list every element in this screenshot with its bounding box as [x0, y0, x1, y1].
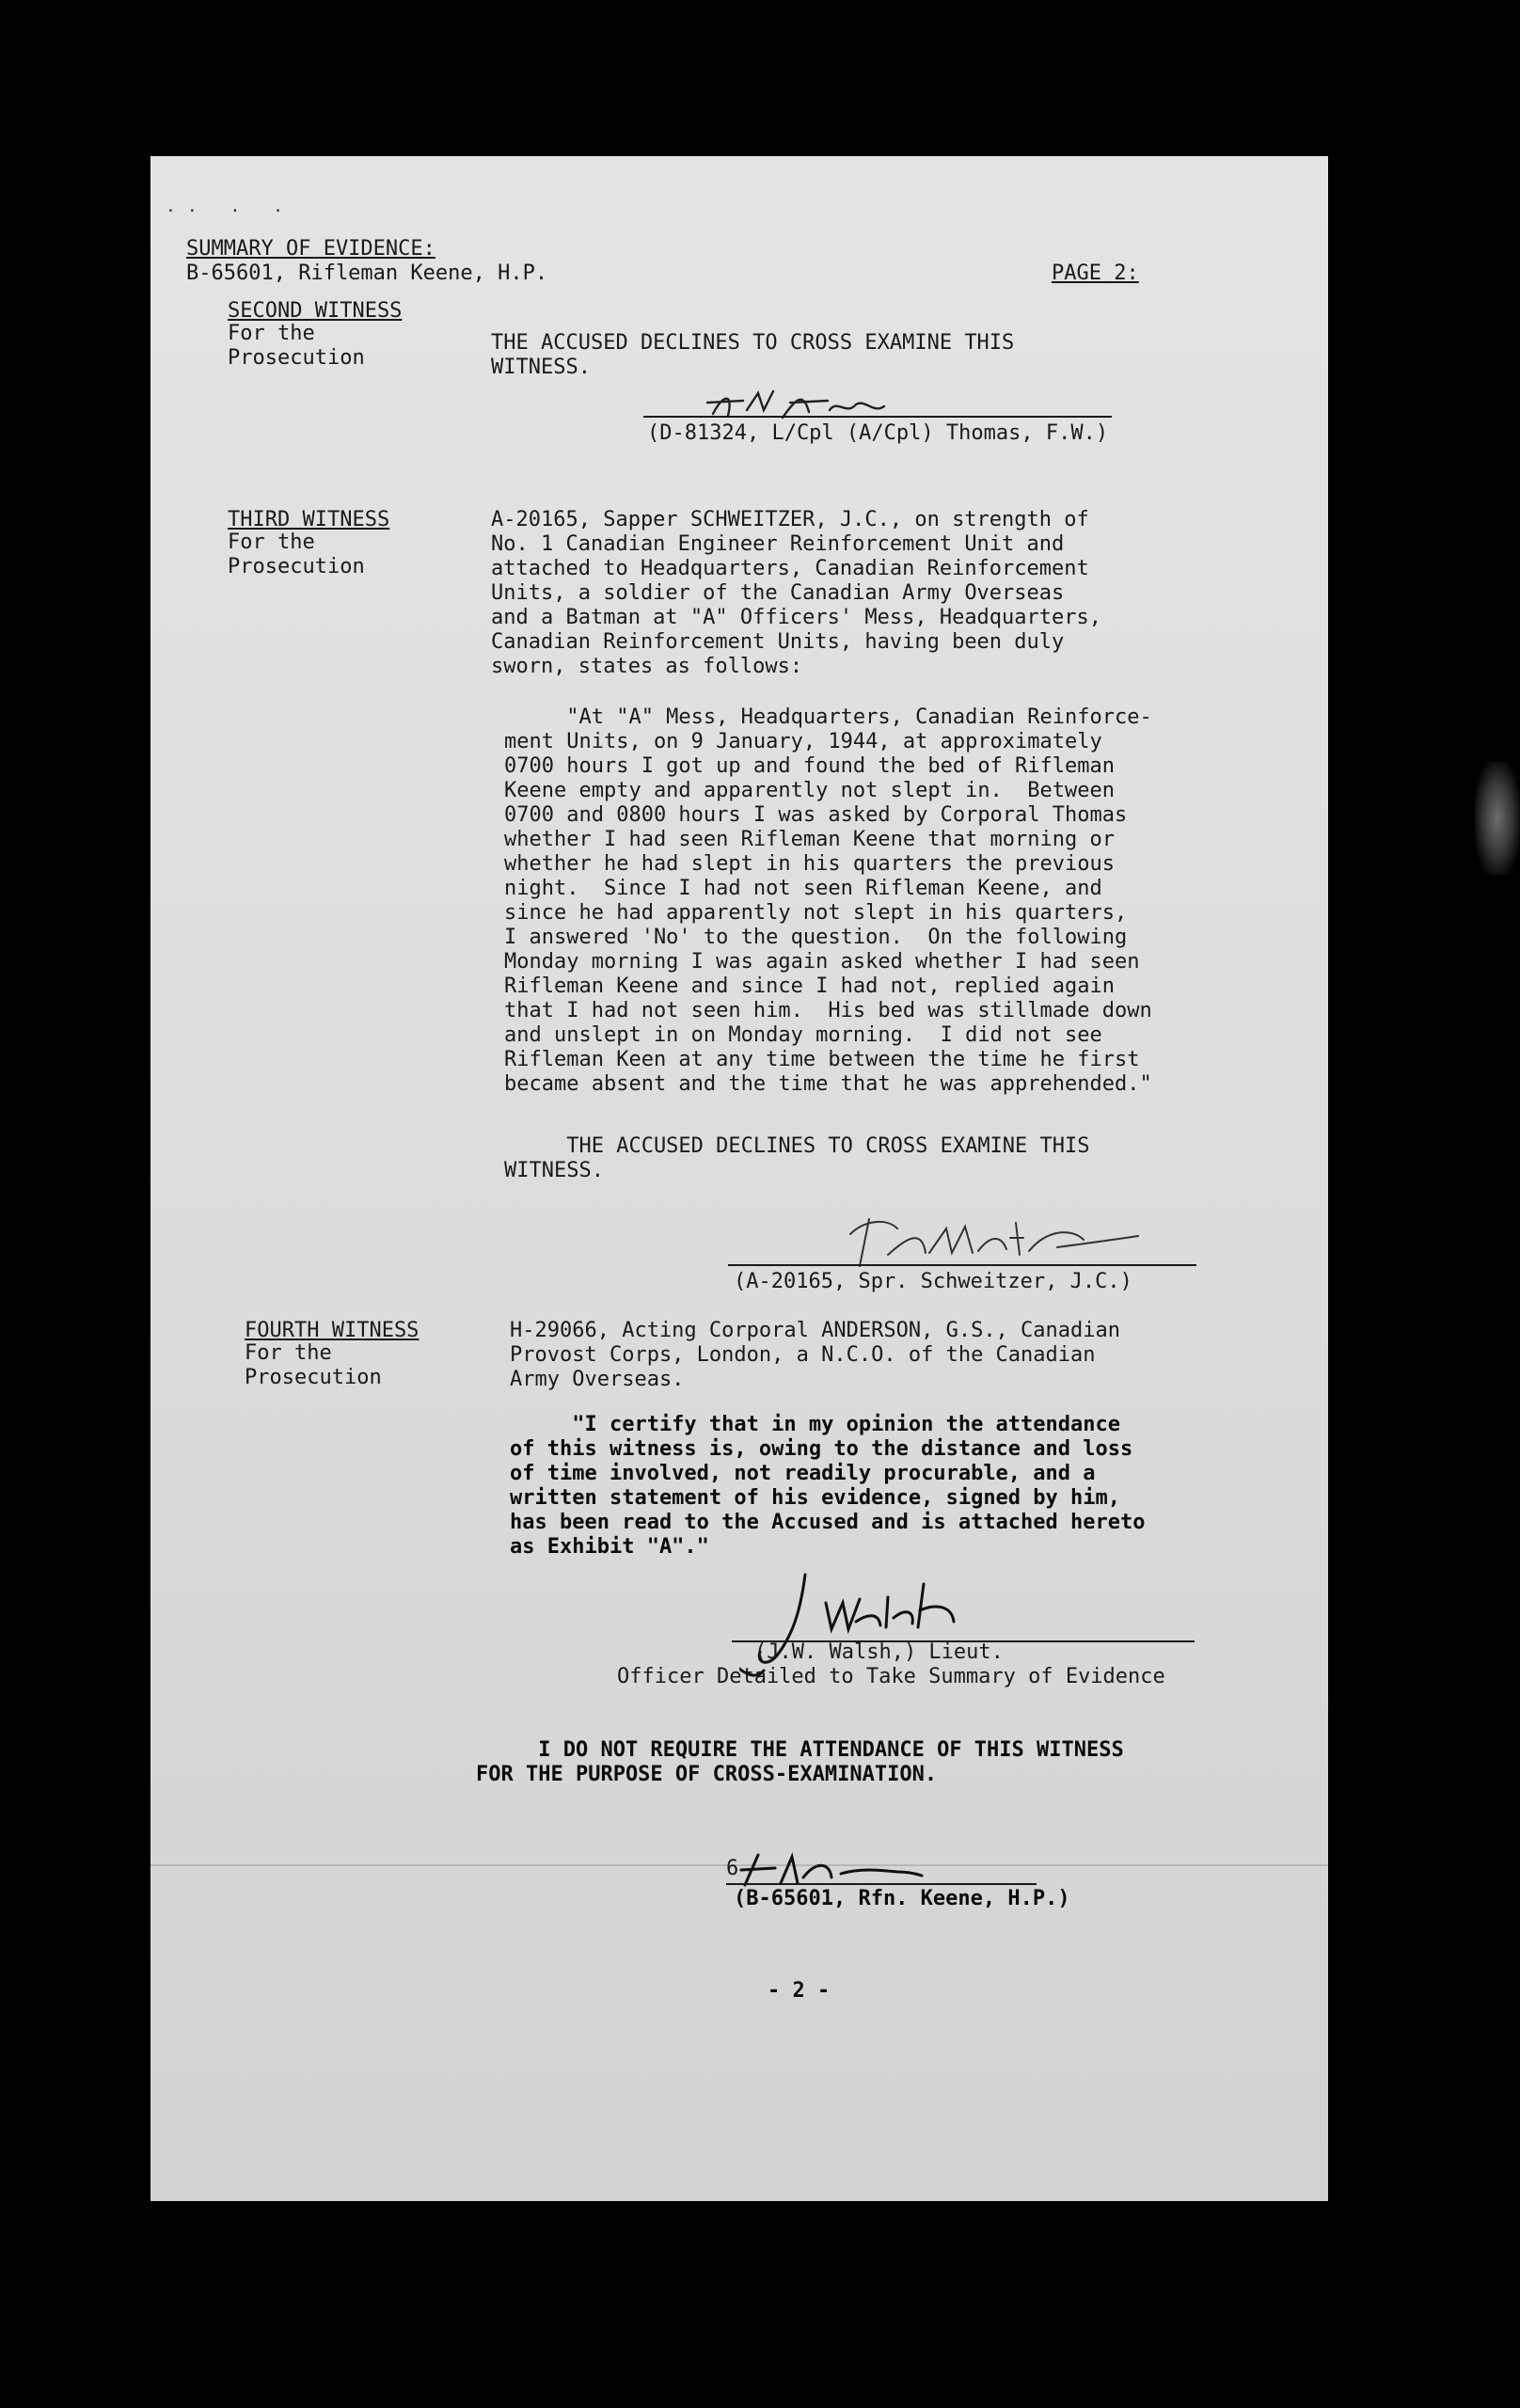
keene-signature	[737, 1846, 926, 1893]
third-witness-heading: THIRD WITNESS	[228, 508, 390, 531]
second-witness-signature-line	[643, 416, 1112, 418]
accused-signature-mark: 6	[726, 1857, 739, 1880]
page-label: PAGE 2:	[1052, 261, 1139, 285]
second-witness-heading: SECOND WITNESS	[228, 299, 403, 323]
third-witness-decline: THE ACCUSED DECLINES TO CROSS EXAMINE THIS WITNESS.	[504, 1134, 1090, 1182]
third-witness-signature-line	[728, 1264, 1196, 1266]
page-number: - 2 -	[768, 1979, 831, 2003]
third-witness-signature-caption: (A-20165, Spr. Schweitzer, J.C.)	[734, 1270, 1132, 1293]
accused-signature-line	[726, 1883, 1037, 1885]
accused-signature-caption: (B-65601, Rfn. Keene, H.P.)	[734, 1887, 1070, 1910]
officer-title: Officer Detailed to Take Summary of Evidence	[617, 1665, 1165, 1688]
document-page	[150, 156, 1328, 2201]
fourth-witness-certificate: "I certify that in my opinion the attendance of this witness is, owing to the distance and loss of time involved, not readily procurable, and a written statement of his evidence, signed by him, has been read to the Accused and is attached hereto as Exhibit "A"."	[510, 1413, 1146, 1559]
fourth-witness-signature-caption: (J.W. Walsh,) Lieut.	[754, 1640, 1004, 1664]
second-witness-text: THE ACCUSED DECLINES TO CROSS EXAMINE THIS WITNESS.	[491, 331, 1015, 379]
third-witness-side-label: For the Prosecution	[228, 531, 365, 578]
third-witness-intro: A-20165, Sapper SCHWEITZER, J.C., on strength of No. 1 Canadian Engineer Reinforcement Unit and attached to Headquarters, Canadian Reinforcement Units, a soldier of the Canadian Army Overseas and a Batman at "A" Officers' Mess, Headquarters, Canadian Reinforcement Units, having been duly sworn, states as follows:	[491, 508, 1102, 678]
fourth-witness-intro: H-29066, Acting Corporal ANDERSON, G.S., Canadian Provost Corps, London, a N.C.O. of the Canadian Army Overseas.	[510, 1319, 1121, 1391]
second-witness-side-label: For the Prosecution	[228, 322, 365, 370]
fourth-witness-heading: FOURTH WITNESS	[245, 1319, 420, 1342]
scan-edge-stain	[1475, 762, 1520, 875]
accused-statement: I DO NOT REQUIRE THE ATTENDANCE OF THIS WITNESS FOR THE PURPOSE OF CROSS-EXAMINATION.	[476, 1738, 1124, 1786]
third-witness-statement: "At "A" Mess, Headquarters, Canadian Reinforce- ment Units, on 9 January, 1944, at approximately 0700 hours I got up and found the bed of Rifleman Keene empty and apparently not slept in. Between 0700 and 0800 hours I was asked by Corporal Thomas whether I had seen Rifleman Keene that morning or whether he had slept in his quarters the previous night. Since I had not seen Rifleman Keene, and since he had apparently not slept in his quarters, I answered 'No' to the question. On the following Monday morning I was again asked whether I had seen Rifleman Keene and since I had not, replied again that I had not seen him. His bed was stillmade down and unslept in on Monday morning. I did not see Rifleman Keen at any time between the time he first became absent and the time that he was apprehended."	[504, 705, 1152, 1096]
second-witness-signature-caption: (D-81324, L/Cpl (A/Cpl) Thomas, F.W.)	[647, 421, 1109, 445]
document-title: SUMMARY OF EVIDENCE:	[186, 237, 435, 261]
document-subject: B-65601, Rifleman Keene, H.P.	[186, 261, 548, 285]
margin-specks: ·· · ·	[166, 201, 295, 221]
fourth-witness-side-label: For the Prosecution	[245, 1341, 382, 1389]
